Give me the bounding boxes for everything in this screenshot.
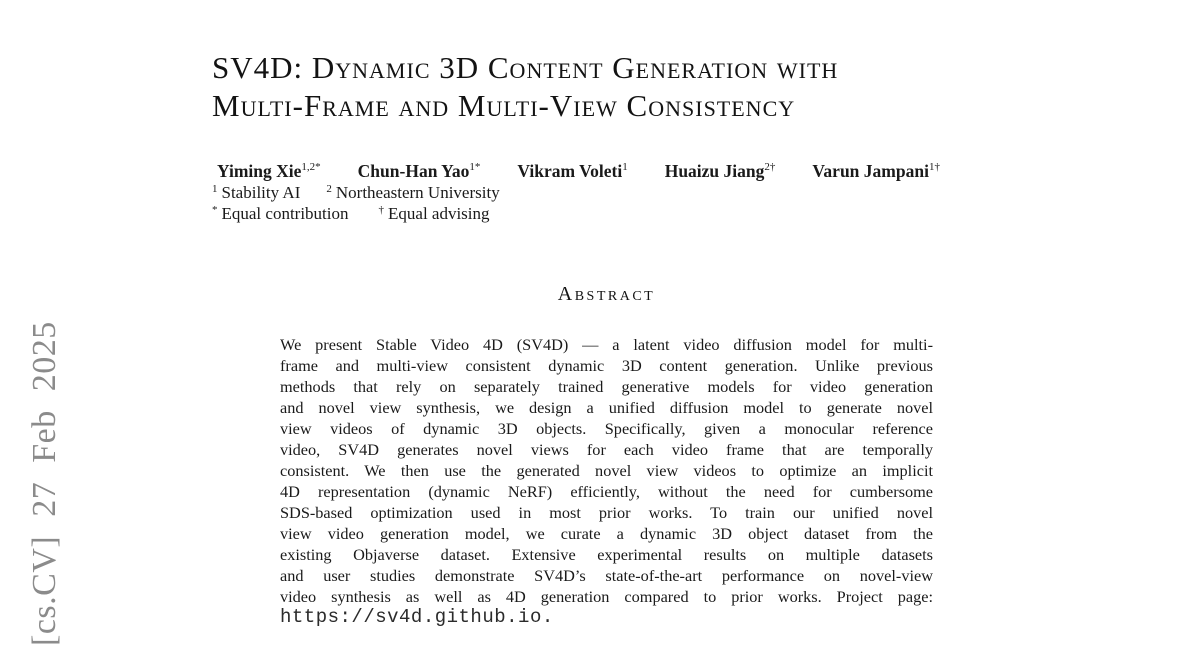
affiliations-row [212, 183, 500, 203]
author-superscript: 2† [764, 161, 776, 173]
author-name: Vikram Voleti [517, 161, 623, 181]
abstract-text [280, 334, 933, 607]
author-note-entry [379, 204, 490, 224]
author-superscript: 1† [928, 161, 940, 173]
paper-title [212, 49, 838, 125]
author-name: Varun Jampani [812, 161, 929, 181]
author-notes-row [212, 204, 490, 224]
author-entry [517, 161, 627, 182]
abstract-line: video, SV4D generates novel views for each video frame that are temporally [280, 440, 933, 459]
author-entry [358, 161, 481, 182]
authors-row [217, 161, 940, 182]
author-entry [812, 161, 940, 182]
abstract-line: and novel view synthesis, we design a unified diffusion model to generate novel [280, 398, 933, 417]
author-note-entry [212, 204, 349, 224]
abstract-line: We present Stable Video 4D (SV4D) — a latent video diffusion model for multi- [280, 335, 933, 354]
project-page-link[interactable]: https://sv4d.github.io. [280, 606, 554, 628]
abstract-line: frame and multi-view consistent dynamic 3D content generation. Unlike previous [280, 356, 933, 375]
abstract-line: view video generation model, we curate a dynamic 3D object dataset from the [280, 524, 933, 543]
affiliation-entry [212, 183, 300, 203]
author-name: Chun-Han Yao [357, 161, 470, 181]
abstract-line: SDS-based optimization used in most prior works. To train our unified novel [280, 503, 933, 522]
abstract-line: view videos of dynamic 3D objects. Specifically, given a monocular reference [280, 419, 933, 438]
affiliation-superscript: 2 [326, 183, 332, 195]
author-entry [665, 161, 776, 182]
author-superscript: 1,2* [301, 161, 321, 173]
abstract-line: video synthesis as well as 4D generation compared to prior works. Project page: [280, 587, 933, 606]
author-note-text: Equal contribution [221, 204, 349, 223]
author-name: Huaizu Jiang [664, 161, 765, 181]
author-note-superscript: † [378, 204, 385, 216]
author-superscript: 1* [469, 161, 481, 173]
abstract-line: and user studies demonstrate SV4D’s state-of-the-art performance on novel-view [280, 566, 933, 585]
author-note-superscript: * [212, 204, 218, 216]
abstract-line: methods that rely on separately trained generative models for video generation [280, 377, 933, 396]
abstract-line: existing Objaverse dataset. Extensive experimental results on multiple datasets [280, 545, 933, 564]
abstract-line: consistent. We then use the generated novel view videos to optimize an implicit [280, 461, 933, 480]
abstract-line: 4D representation (dynamic NeRF) efficiently, without the need for cumbersome [280, 482, 933, 501]
abstract-heading: Abstract [557, 283, 656, 305]
author-note-text: Equal advising [388, 204, 490, 223]
affiliation-entry [326, 183, 499, 203]
affiliation-superscript: 1 [212, 183, 218, 195]
paper-title-line-2: Multi-Frame and Multi-View Consistency [212, 88, 796, 123]
abstract-block [280, 334, 933, 628]
arxiv-stamp: [cs.CV] 27 Feb 2025 [26, 321, 63, 646]
author-superscript: 1 [622, 161, 628, 173]
paper-title-line-1: SV4D: Dynamic 3D Content Generation with [212, 50, 839, 85]
author-entry [217, 161, 321, 182]
author-name: Yiming Xie [217, 161, 302, 181]
affiliation-name: Stability AI [221, 183, 301, 202]
affiliation-name: Northeastern University [335, 183, 500, 202]
